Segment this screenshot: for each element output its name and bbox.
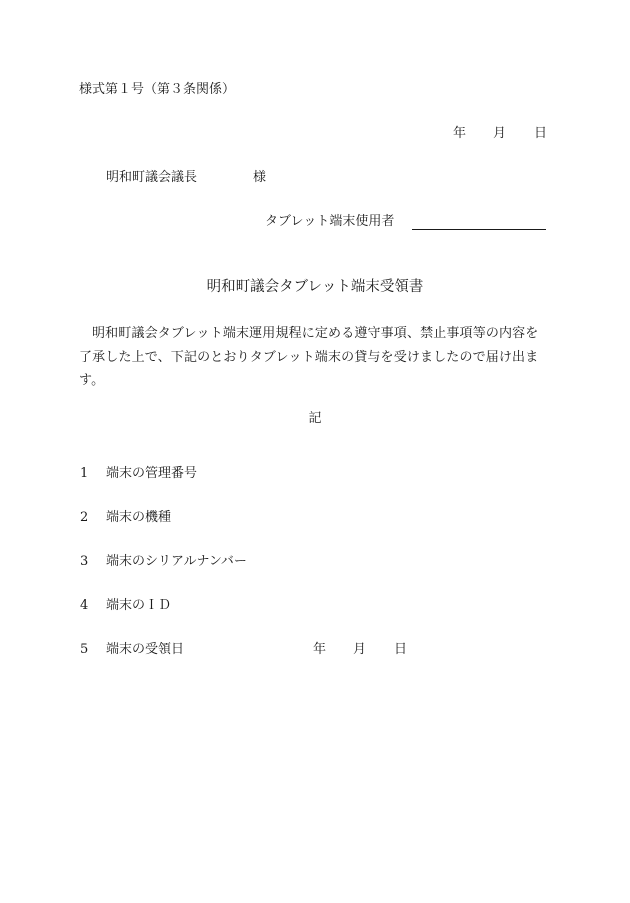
date-month-label: 月 bbox=[493, 126, 507, 141]
receipt-month-label: 月 bbox=[353, 642, 367, 657]
tablet-user-label: タブレット端末使用者 bbox=[265, 214, 395, 229]
tablet-user-signature-line bbox=[412, 229, 546, 230]
item-label: 端末の機種 bbox=[106, 510, 172, 525]
date-year-label: 年 bbox=[453, 126, 467, 141]
ki-heading: 記 bbox=[308, 411, 322, 426]
item-number: 2 bbox=[80, 510, 89, 525]
document-title: 明和町議会タブレット端末受領書 bbox=[206, 279, 424, 295]
item-label: 端末の受領日 bbox=[106, 642, 185, 657]
item-label: 端末のＩＤ bbox=[106, 598, 172, 613]
item-number: 3 bbox=[80, 554, 89, 569]
addressee: 明和町議会議長 bbox=[106, 170, 198, 185]
item-number: 5 bbox=[80, 642, 89, 657]
date-day-label: 日 bbox=[534, 126, 548, 141]
item-label: 端末のシリアルナンバー bbox=[106, 554, 247, 569]
form-number: 様式第１号（第３条関係） bbox=[79, 82, 236, 97]
item-label: 端末の管理番号 bbox=[106, 466, 198, 481]
receipt-year-label: 年 bbox=[313, 642, 327, 657]
receipt-day-label: 日 bbox=[394, 642, 408, 657]
honorific: 様 bbox=[253, 170, 267, 185]
item-number: 4 bbox=[80, 598, 89, 613]
body-paragraph: 明和町議会タブレット端末運用規程に定める遵守事項、禁止事項等の内容を了承した上で、下記のとおりタブレット端末の貸与を受けましたので届け出ます。 bbox=[79, 326, 539, 388]
item-number: 1 bbox=[80, 466, 89, 481]
